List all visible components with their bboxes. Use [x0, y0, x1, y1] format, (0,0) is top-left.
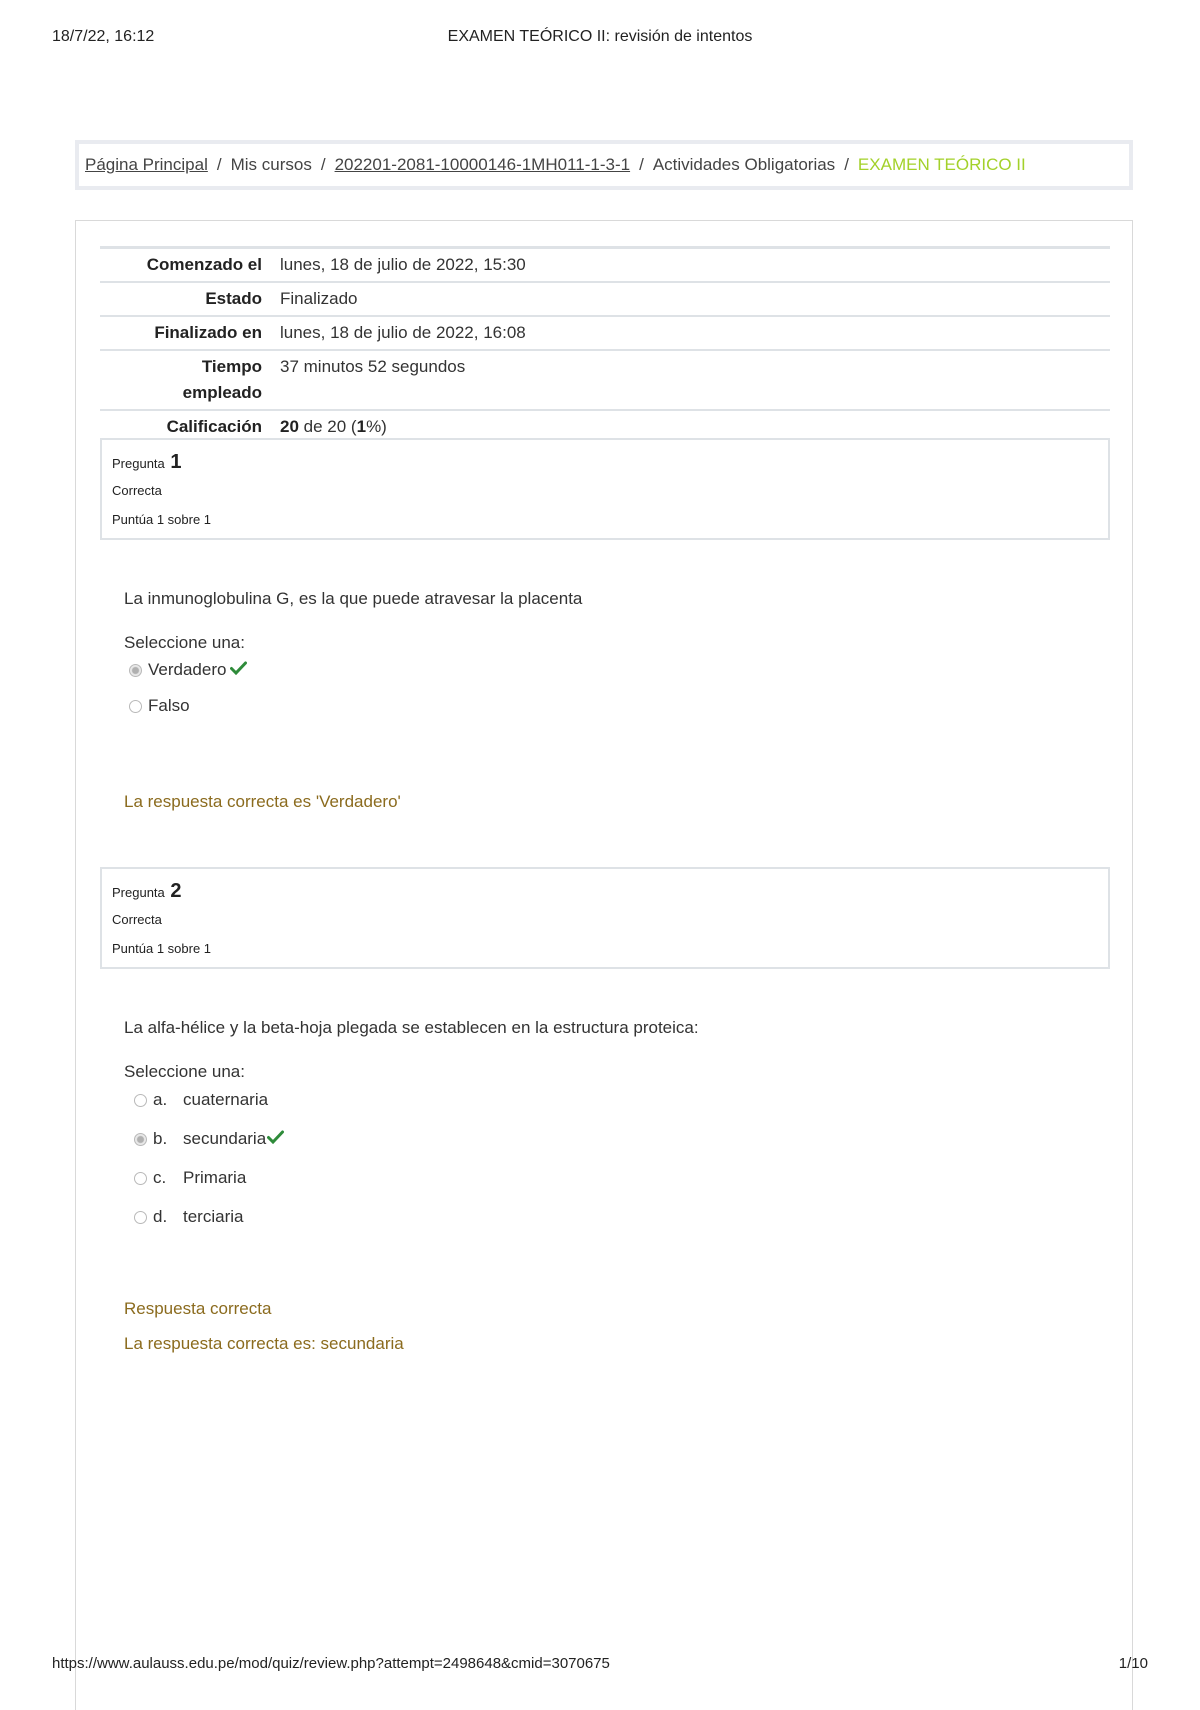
breadcrumb-course-link[interactable]: 202201-2081-10000146-1MH011-1-3-1: [334, 155, 631, 174]
print-header: [52, 28, 1148, 50]
radio-icon[interactable]: [134, 1094, 147, 1107]
question-number: 1: [170, 451, 182, 473]
question-text-2: La alfa-hélice y la beta-hoja plegada se establecen en la estructura proteica:: [124, 1018, 699, 1037]
option-falso[interactable]: [129, 696, 190, 716]
option-d[interactable]: [134, 1207, 243, 1227]
radio-icon[interactable]: [129, 700, 142, 713]
quiz-review-card: [75, 220, 1133, 1710]
time-value: 37 minutos 52 segundos: [280, 357, 466, 376]
option-verdadero[interactable]: [129, 660, 247, 680]
option-text: terciaria: [183, 1207, 244, 1226]
question-info-2: [100, 867, 1110, 969]
finished-label: Finalizado en: [154, 323, 262, 342]
finished-value: lunes, 18 de julio de 2022, 16:08: [280, 323, 526, 342]
started-label: Comenzado el: [146, 255, 262, 274]
option-letter: a.: [153, 1090, 168, 1109]
summary-row-time: [100, 350, 1110, 410]
question-info-1: [100, 438, 1110, 540]
option-text: Primaria: [183, 1168, 247, 1187]
breadcrumb-home-link[interactable]: Página Principal: [85, 155, 208, 174]
print-title: EXAMEN TEÓRICO II: revisión de intentos: [447, 28, 753, 45]
state-label: Estado: [205, 289, 262, 308]
correct-check-icon: [230, 660, 247, 680]
time-label-line1: Tiempo: [201, 357, 262, 376]
breadcrumb-separator: /: [844, 155, 849, 174]
summary-row-started: [100, 248, 1110, 283]
question-number: 2: [170, 880, 182, 902]
option-letter: c.: [153, 1168, 167, 1187]
correct-check-icon: [267, 1129, 284, 1149]
option-c[interactable]: [134, 1168, 246, 1188]
correct-answer-feedback-1: La respuesta correcta es 'Verdadero': [124, 792, 401, 811]
breadcrumb-my-courses: Mis cursos: [230, 155, 312, 174]
option-letter: b.: [153, 1129, 168, 1148]
breadcrumb: [75, 140, 1133, 190]
question-label: Pregunta: [112, 456, 165, 471]
feedback-result-2: Respuesta correcta: [124, 1299, 272, 1318]
radio-selected-icon[interactable]: [129, 664, 142, 677]
print-url: https://www.aulauss.edu.pe/mod/quiz/review.php?attempt=2498648&cmid=3070675: [52, 1655, 610, 1672]
question-prompt-1: Seleccione una:: [124, 633, 245, 652]
radio-icon[interactable]: [134, 1172, 147, 1185]
started-value: lunes, 18 de julio de 2022, 15:30: [280, 255, 526, 274]
correct-answer-feedback-2: La respuesta correcta es: secundaria: [124, 1334, 404, 1353]
grade-percent: 1: [356, 417, 367, 436]
breadcrumb-separator: /: [320, 155, 326, 174]
attempt-summary-table: [100, 246, 1110, 443]
grade-end: %): [366, 417, 387, 436]
option-text: cuaternaria: [183, 1090, 269, 1109]
question-label: Pregunta: [112, 885, 165, 900]
breadcrumb-section: Actividades Obligatorias: [652, 155, 836, 174]
question-points: Puntúa 1 sobre 1: [112, 512, 212, 527]
summary-row-finished: [100, 316, 1110, 350]
option-text: Falso: [148, 696, 190, 715]
state-value: Finalizado: [280, 289, 358, 308]
question-status: Correcta: [112, 483, 162, 498]
print-footer: [52, 1655, 1148, 1677]
breadcrumb-separator: /: [216, 155, 222, 174]
grade-of: de 20 (: [303, 417, 357, 436]
question-prompt-2: Seleccione una:: [124, 1062, 245, 1081]
print-datetime: 18/7/22, 16:12: [52, 28, 155, 45]
breadcrumb-current: EXAMEN TEÓRICO II: [857, 155, 1026, 174]
option-text: secundaria: [183, 1129, 267, 1148]
grade-score: 20: [280, 417, 299, 436]
time-label: [100, 350, 280, 410]
option-letter: d.: [153, 1207, 168, 1226]
radio-icon[interactable]: [134, 1211, 147, 1224]
option-b[interactable]: [134, 1129, 284, 1149]
breadcrumb-separator: /: [639, 155, 644, 174]
question-status: Correcta: [112, 912, 162, 927]
question-points: Puntúa 1 sobre 1: [112, 941, 212, 956]
option-a[interactable]: [134, 1090, 268, 1110]
summary-row-state: [100, 282, 1110, 316]
page-number: 1/10: [1118, 1655, 1148, 1672]
option-text: Verdadero: [148, 660, 227, 679]
question-text-1: La inmunoglobulina G, es la que puede atravesar la placenta: [124, 589, 583, 608]
grade-label: Calificación: [166, 417, 262, 436]
time-label-line2: empleado: [182, 383, 262, 402]
radio-selected-icon[interactable]: [134, 1133, 147, 1146]
